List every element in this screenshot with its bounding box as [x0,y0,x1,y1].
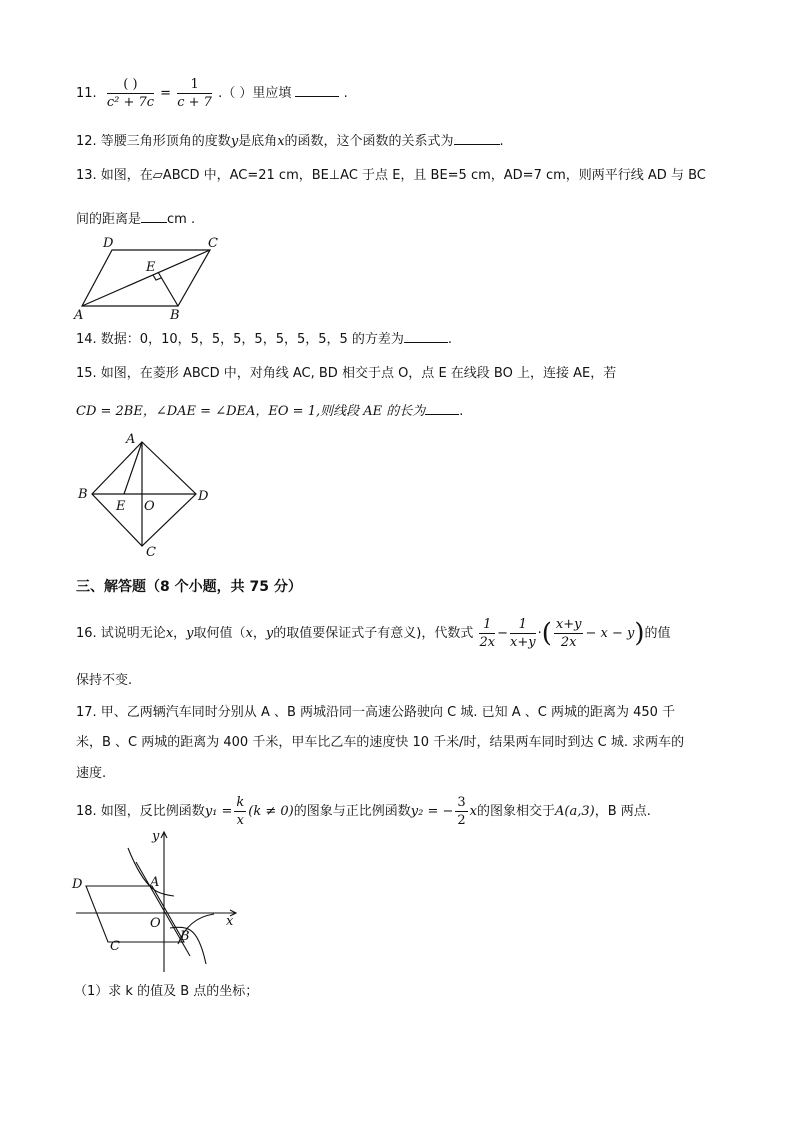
q18-condition: (k ≠ 0) [248,804,294,819]
q15-rhombus-figure [74,428,224,558]
q16-f3-numerator: x+y [555,617,582,632]
q11-number: 11. [76,86,97,101]
q15-segment-ae [124,442,142,494]
q18-text-a: 18. 如图，反比例函数 [76,804,205,819]
q18-point-a: A(a,3) [555,804,595,819]
q13-label-d: D [103,236,114,251]
q16-tail-expression: − x − y [585,626,635,641]
section-3-heading: 三、解答题（8 个小题，共 75 分） [76,579,302,595]
q18-label-x: x [226,914,234,929]
q16-text-a: 16. 试说明无论 [76,626,166,641]
q16-minus: − [497,626,508,641]
question-15-line-2 [76,402,463,420]
q16-dot: · [537,626,542,641]
q18-g-numerator: 3 [457,795,466,810]
q12-text-c: 的函数，这个函数的关系式为 [284,134,454,149]
q13-line2-a: 间的距离是 [76,212,142,227]
q18-y2: y₂ = − [410,804,454,819]
q12-var-y: y [230,134,239,149]
question-17-line-1: 17. 甲、乙两辆汽车同时分别从 A 、B 两城沿同一高速公路驶向 C 城. 已知 A 、C 两城的距离为 450 千 [76,705,676,720]
q16-fraction-1 [479,616,495,651]
q15-label-b: B [78,487,88,502]
question-15-line-1: 15. 如图，在菱形 ABCD 中，对角线 AC, BD 相交于点 O，点 E 在线段 BO 上，连接 AE，若 [76,366,617,381]
question-18-part-1: （1）求 k 的值及 B 点的坐标； [74,984,259,999]
q15-label-c: C [146,545,156,558]
q16-f2-denominator: x+y [510,635,536,650]
q16-f2-numerator: 1 [510,616,536,634]
q14-end: . [447,332,453,347]
q15-answer-blank [425,402,459,415]
q11-equals: = [160,86,172,101]
q18-label-a: A [150,875,160,890]
q18-g-denominator: 2 [457,813,466,828]
q16-f3-denominator: 2x [560,635,577,650]
q18-g-var: x [469,804,477,819]
q13-segment-be [158,272,178,306]
q11-frac2-denominator: c + 7 [177,95,212,110]
q11-fraction-1 [107,76,154,111]
question-16-line-1 [76,612,670,656]
q18-f-numerator: k [236,795,245,810]
question-17-line-2: 米，B 、C 两城的距离为 400 千米，甲车比乙车的速度快 10 千米/时，结果两车同时到达 C 城. 求两车的 [76,735,685,750]
q18-y1: y₁ = [204,804,233,819]
q11-tail: .（ ）里应填 [218,86,292,101]
question-14 [76,330,452,348]
question-12 [76,132,504,150]
q13-line2-b: cm . [167,212,196,227]
q12-answer-blank [454,132,500,145]
q13-answer-blank [141,210,167,223]
q16-var-x2: x [245,626,253,641]
q18-label-b: B [180,929,190,944]
q13-label-b: B [170,308,180,320]
q18-f-denominator: x [236,813,245,828]
q18-fraction-k-over-x [234,794,246,829]
q15-label-o: O [144,499,155,514]
question-16-line-2: 保持不变. [76,673,133,688]
q16-text-c: 的取值要保证式子有意义)，代数式 [273,626,474,641]
q13-label-c: C [208,236,218,251]
q11-fraction-2 [177,76,212,111]
q11-answer-blank [295,84,339,97]
q18-label-o: O [150,916,161,931]
q13-diagonal-ac [82,250,210,306]
q18-label-c: C [110,939,120,954]
q15-line2-a: CD = 2BE，∠DAE = ∠DEA，EO = 1,则线段 AE 的长为 [76,404,426,419]
q13-label-e: E [146,260,156,275]
q16-fraction-2 [510,616,536,651]
q15-label-a: A [126,432,136,447]
q16-fraction-3 [554,616,584,651]
q18-graph-figure [66,826,246,976]
q15-line2-b: . [459,404,464,419]
q16-text-d: 的值 [644,626,671,641]
question-11 [76,74,348,114]
q15-label-e: E [116,499,126,514]
q18-label-y: y [152,829,160,844]
question-13-line-1: 13. 如图，在▱ABCD 中，AC=21 cm，BE⊥AC 于点 E，且 BE=5 cm，AD=7 cm，则两平行线 AD 与 BC [76,168,706,183]
q11-frac2-numerator: 1 [177,76,212,94]
q14-answer-blank [404,330,448,343]
q12-end: . [499,134,504,149]
question-13-line-2 [76,210,195,228]
q11-frac1-denominator: c² + 7c [106,95,155,110]
q16-left-paren: ( [541,618,552,649]
q13-label-a: A [74,308,84,320]
q12-text-a: 12. 等腰三角形顶角的度数 [76,134,231,149]
q11-end: . [343,86,348,101]
q12-var-x: x [277,134,285,149]
q18-parallelogram-dabc [86,886,184,942]
q16-text-b: 取何值（ [193,626,246,641]
q16-var-y: y [186,626,194,641]
q13-parallelogram-figure [70,234,230,320]
q18-text-b: 的图象与正比例函数 [293,804,411,819]
q15-label-d: D [198,489,209,504]
q16-comma: ， [173,626,187,641]
q18-text-d: ，B 两点. [594,804,651,819]
q18-fraction-3-over-2 [455,794,467,829]
q16-var-y2: y [265,626,274,641]
q18-text-c: 的图象相交于 [477,804,556,819]
q16-var-x: x [165,626,174,641]
q16-right-paren: ) [634,618,645,649]
question-17-line-3: 速度. [76,766,107,781]
q12-text-b: 是底角 [238,134,278,149]
q16-f1-numerator: 1 [479,616,495,634]
q14-text: 14. 数据：0，10，5，5，5，5，5，5，5，5 的方差为 [76,332,404,347]
q16-f1-denominator: 2x [479,635,496,650]
q11-frac1-numerator: ( ) [107,76,154,94]
q16-comma2: ， [252,626,266,641]
q18-label-d: D [72,877,83,892]
